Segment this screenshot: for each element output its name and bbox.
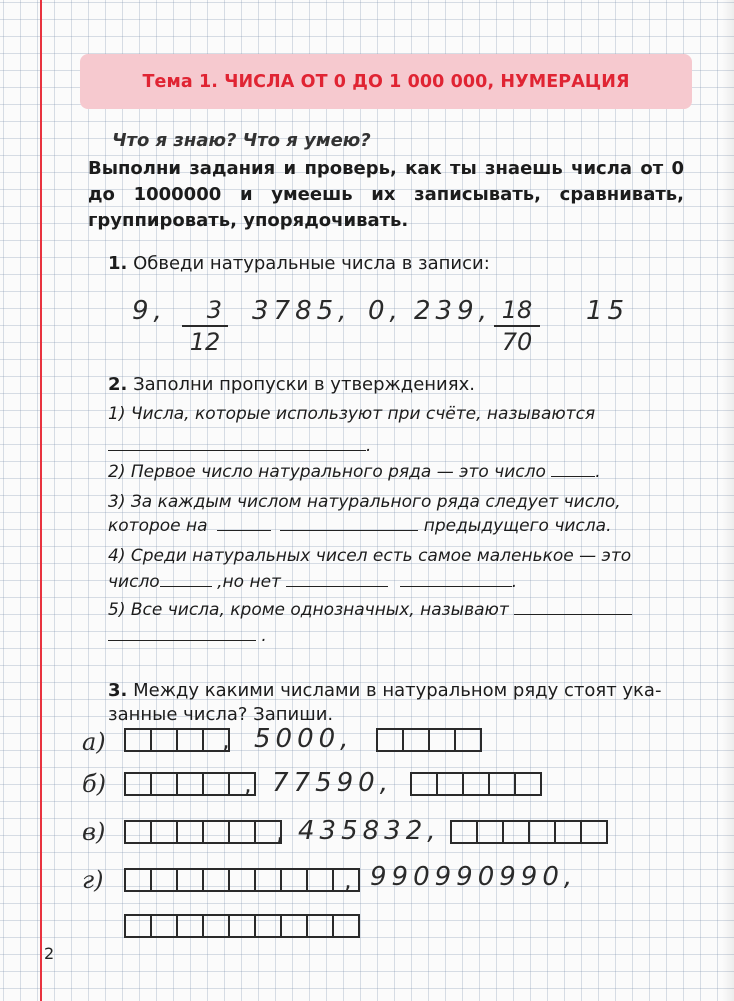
row-b-boxes-right[interactable] bbox=[410, 772, 542, 796]
digit-box[interactable] bbox=[150, 914, 178, 938]
digit-box[interactable] bbox=[176, 914, 204, 938]
task2-number: 2. bbox=[108, 374, 128, 395]
task1-n1: 9, bbox=[132, 296, 167, 326]
blank-3b[interactable] bbox=[280, 516, 418, 531]
row-a-boxes-right[interactable] bbox=[376, 728, 482, 752]
statement-3c-text: предыдущего числа. bbox=[423, 516, 612, 536]
blank-4b[interactable] bbox=[286, 572, 388, 587]
digit-box[interactable] bbox=[228, 820, 256, 844]
fraction-2-numerator: 18 bbox=[501, 296, 533, 324]
digit-box[interactable] bbox=[150, 820, 178, 844]
digit-box[interactable] bbox=[150, 868, 178, 892]
statement-1-end: . bbox=[366, 436, 372, 456]
digit-box[interactable] bbox=[124, 820, 152, 844]
page-number: 2 bbox=[44, 944, 55, 963]
row-d-comma: , bbox=[344, 866, 352, 894]
statement-4-end: . bbox=[511, 572, 518, 592]
statement-4c-text: ,но нет bbox=[217, 572, 281, 592]
digit-box[interactable] bbox=[124, 868, 152, 892]
row-a-value: 5000, bbox=[254, 724, 354, 754]
digit-box[interactable] bbox=[176, 728, 204, 752]
digit-box[interactable] bbox=[254, 868, 282, 892]
digit-box[interactable] bbox=[124, 728, 152, 752]
digit-box[interactable] bbox=[176, 820, 204, 844]
digit-box[interactable] bbox=[202, 914, 230, 938]
fraction-2-denominator: 70 bbox=[501, 327, 533, 356]
row-c-value: 435832, bbox=[298, 816, 441, 846]
digit-box[interactable] bbox=[124, 772, 152, 796]
blank-1[interactable] bbox=[108, 436, 366, 451]
digit-box[interactable] bbox=[202, 772, 230, 796]
statement-3a: 3) За каждым числом натурального ряда следует число, bbox=[108, 492, 621, 512]
digit-box[interactable] bbox=[402, 728, 430, 752]
digit-box[interactable] bbox=[202, 820, 230, 844]
statement-1-line bbox=[108, 436, 371, 456]
digit-box[interactable] bbox=[306, 914, 334, 938]
statement-4a: 4) Среди натуральных чисел есть самое маленькое — это bbox=[108, 546, 632, 566]
statement-3b bbox=[108, 516, 611, 536]
row-b-value: 77590, bbox=[272, 768, 393, 798]
row-a-comma: , bbox=[222, 726, 230, 754]
fraction-1-numerator: 3 bbox=[206, 296, 222, 324]
row-a-label: а) bbox=[82, 728, 106, 756]
row-c-comma: , bbox=[276, 818, 284, 846]
row-b-label: б) bbox=[82, 770, 107, 798]
task1-n2: 3785, bbox=[252, 296, 352, 326]
digit-box[interactable] bbox=[554, 820, 582, 844]
row-d-value: 990990990, bbox=[370, 862, 578, 892]
statement-4b bbox=[108, 572, 517, 592]
digit-box[interactable] bbox=[528, 820, 556, 844]
digit-box[interactable] bbox=[488, 772, 516, 796]
digit-box[interactable] bbox=[150, 772, 178, 796]
task1-n5: 15 bbox=[586, 296, 630, 326]
task2-prompt-text: Заполни пропуски в утверждениях. bbox=[133, 374, 475, 395]
digit-box[interactable] bbox=[124, 914, 152, 938]
statement-5 bbox=[108, 600, 632, 620]
digit-box[interactable] bbox=[306, 868, 334, 892]
task2-prompt bbox=[108, 374, 475, 395]
statement-3b-text: которое на bbox=[108, 516, 208, 536]
digit-box[interactable] bbox=[502, 820, 530, 844]
intro-question: Что я знаю? Что я умею? bbox=[112, 130, 371, 151]
task3-number: 3. bbox=[108, 680, 128, 701]
digit-box[interactable] bbox=[476, 820, 504, 844]
statement-2-end: . bbox=[595, 462, 601, 482]
digit-box[interactable] bbox=[580, 820, 608, 844]
digit-box[interactable] bbox=[228, 772, 256, 796]
task1-n3: 0, bbox=[368, 296, 403, 326]
row-b-comma: , bbox=[244, 770, 252, 798]
page-edge-shadow bbox=[722, 0, 734, 1001]
row-d-boxes-second[interactable] bbox=[124, 914, 360, 938]
row-c-boxes-left[interactable] bbox=[124, 820, 282, 844]
margin-line bbox=[40, 0, 42, 1001]
row-c-label: в) bbox=[82, 818, 106, 846]
fraction-1-denominator: 12 bbox=[189, 327, 221, 356]
task1-prompt-text: Обведи натуральные числа в записи: bbox=[133, 253, 490, 274]
digit-box[interactable] bbox=[176, 772, 204, 796]
digit-box[interactable] bbox=[514, 772, 542, 796]
digit-box[interactable] bbox=[436, 772, 464, 796]
statement-2-text: 2) Первое число натурального ряда — это число bbox=[108, 462, 546, 482]
digit-box[interactable] bbox=[454, 728, 482, 752]
task3-prompt-1 bbox=[108, 680, 661, 701]
digit-box[interactable] bbox=[462, 772, 490, 796]
task1-fraction-1 bbox=[182, 298, 228, 354]
digit-box[interactable] bbox=[150, 728, 178, 752]
blank-5a[interactable] bbox=[514, 600, 632, 615]
digit-box[interactable] bbox=[228, 868, 256, 892]
topic-banner bbox=[80, 54, 692, 109]
statement-4b-text: число bbox=[108, 572, 160, 592]
task1-prompt bbox=[108, 253, 490, 274]
task3-prompt-2: занные числа? Запиши. bbox=[108, 704, 334, 725]
statement-5-end: . bbox=[261, 626, 267, 646]
row-a-boxes-left[interactable] bbox=[124, 728, 230, 752]
statement-5-text: 5) Все числа, кроме однозначных, называют bbox=[108, 600, 509, 620]
blank-5b[interactable] bbox=[108, 626, 256, 641]
task1-n4: 239, bbox=[414, 296, 492, 326]
task1-fraction-2 bbox=[494, 298, 540, 354]
digit-box[interactable] bbox=[428, 728, 456, 752]
digit-box[interactable] bbox=[450, 820, 478, 844]
task1-number: 1. bbox=[108, 253, 128, 274]
digit-box[interactable] bbox=[410, 772, 438, 796]
blank-4c[interactable] bbox=[400, 572, 512, 587]
blank-3a[interactable] bbox=[217, 516, 271, 531]
row-c-boxes-right[interactable] bbox=[450, 820, 608, 844]
digit-box[interactable] bbox=[228, 914, 256, 938]
row-d-label: г) bbox=[82, 866, 104, 894]
fraction-2-bar bbox=[494, 325, 540, 327]
digit-box[interactable] bbox=[254, 914, 282, 938]
topic-title: Тема 1. ЧИСЛА ОТ 0 ДО 1 000 000, НУМЕРАЦИЯ bbox=[142, 71, 630, 92]
row-d-boxes-left[interactable] bbox=[124, 868, 360, 892]
blank-4a[interactable] bbox=[160, 572, 212, 587]
task3-prompt-text-1: Между какими числами в натуральном ряду стоят ука- bbox=[133, 680, 662, 701]
digit-box[interactable] bbox=[280, 868, 308, 892]
fraction-1-bar bbox=[182, 325, 228, 327]
digit-box[interactable] bbox=[176, 868, 204, 892]
statement-2 bbox=[108, 462, 601, 482]
blank-2[interactable] bbox=[551, 462, 595, 477]
intro-text: Выполни задания и проверь, как ты знаешь числа от 0 до 1000000 и умеешь их записывать, сравнивать, группировать, упорядочивать. bbox=[88, 158, 684, 231]
digit-box[interactable] bbox=[280, 914, 308, 938]
digit-box[interactable] bbox=[202, 868, 230, 892]
statement-1: 1) Числа, которые используют при счёте, называются bbox=[108, 404, 596, 424]
digit-box[interactable] bbox=[376, 728, 404, 752]
row-b-boxes-left[interactable] bbox=[124, 772, 256, 796]
statement-5-line bbox=[108, 626, 267, 646]
digit-box[interactable] bbox=[332, 914, 360, 938]
